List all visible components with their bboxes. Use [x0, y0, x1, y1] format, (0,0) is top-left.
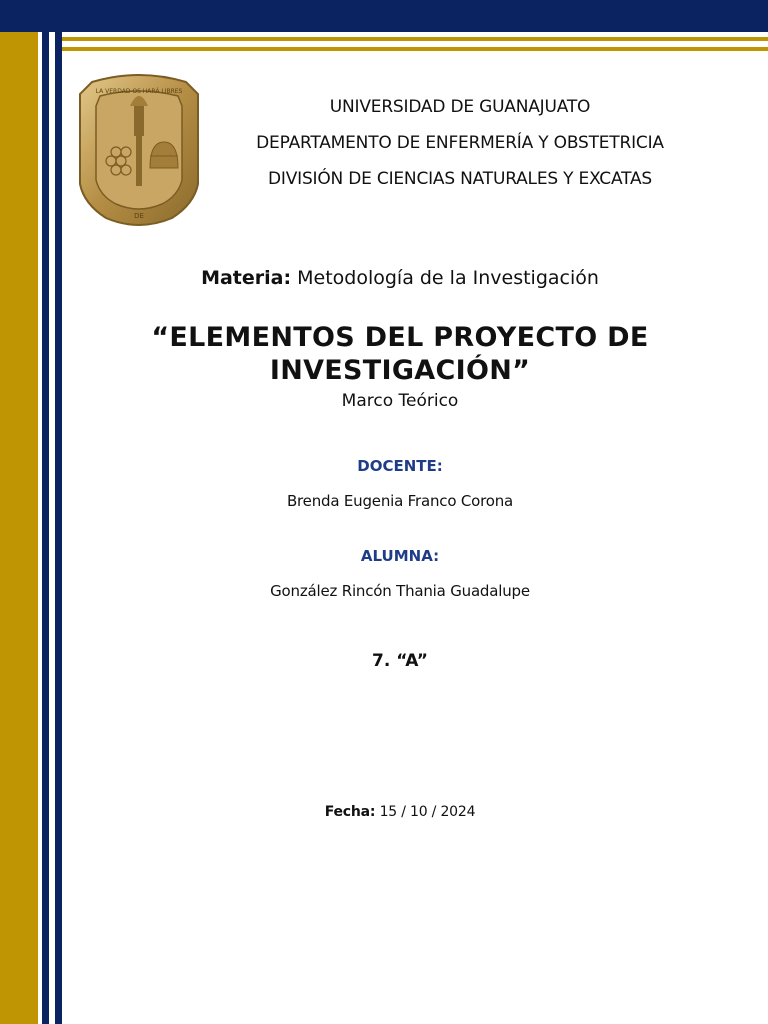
title-line-1: “ELEMENTOS DEL PROYECTO DE	[151, 322, 649, 353]
date-line	[100, 804, 700, 820]
student-label: ALUMNA:	[360, 547, 440, 565]
university-seal-icon	[76, 72, 202, 228]
title-line-2: INVESTIGACIÓN”	[269, 355, 531, 386]
date-label: Fecha:	[324, 804, 376, 820]
document-subtitle: Marco Teórico	[341, 391, 459, 411]
teacher-name: Brenda Eugenia Franco Corona	[286, 492, 514, 510]
horizontal-gold-stripe	[62, 47, 768, 51]
vertical-navy-stripe	[55, 32, 62, 1024]
subject-line	[100, 267, 700, 289]
top-navy-band	[0, 0, 768, 32]
svg-text:DE: DE	[134, 212, 144, 220]
horizontal-gold-stripe	[62, 37, 768, 41]
vertical-navy-stripe	[42, 32, 49, 1024]
student-name: González Rincón Thania Guadalupe	[270, 582, 530, 600]
document-title	[100, 321, 700, 387]
subject-value: Metodología de la Investigación	[297, 267, 599, 289]
department-name: DEPARTAMENTO DE ENFERMERÍA Y OBSTETRICIA	[256, 133, 664, 153]
group-label: 7. “A”	[372, 651, 428, 671]
university-name: UNIVERSIDAD DE GUANAJUATO	[329, 97, 591, 117]
teacher-label: DOCENTE:	[357, 457, 443, 475]
division-name: DIVISIÓN DE CIENCIAS NATURALES Y EXCATAS	[268, 169, 652, 189]
left-gold-band	[0, 32, 38, 1024]
date-value: 15 / 10 / 2024	[379, 804, 476, 820]
svg-text:LA VERDAD OS HARÁ LIBRES: LA VERDAD OS HARÁ LIBRES	[95, 88, 183, 95]
subject-label: Materia:	[201, 267, 292, 289]
